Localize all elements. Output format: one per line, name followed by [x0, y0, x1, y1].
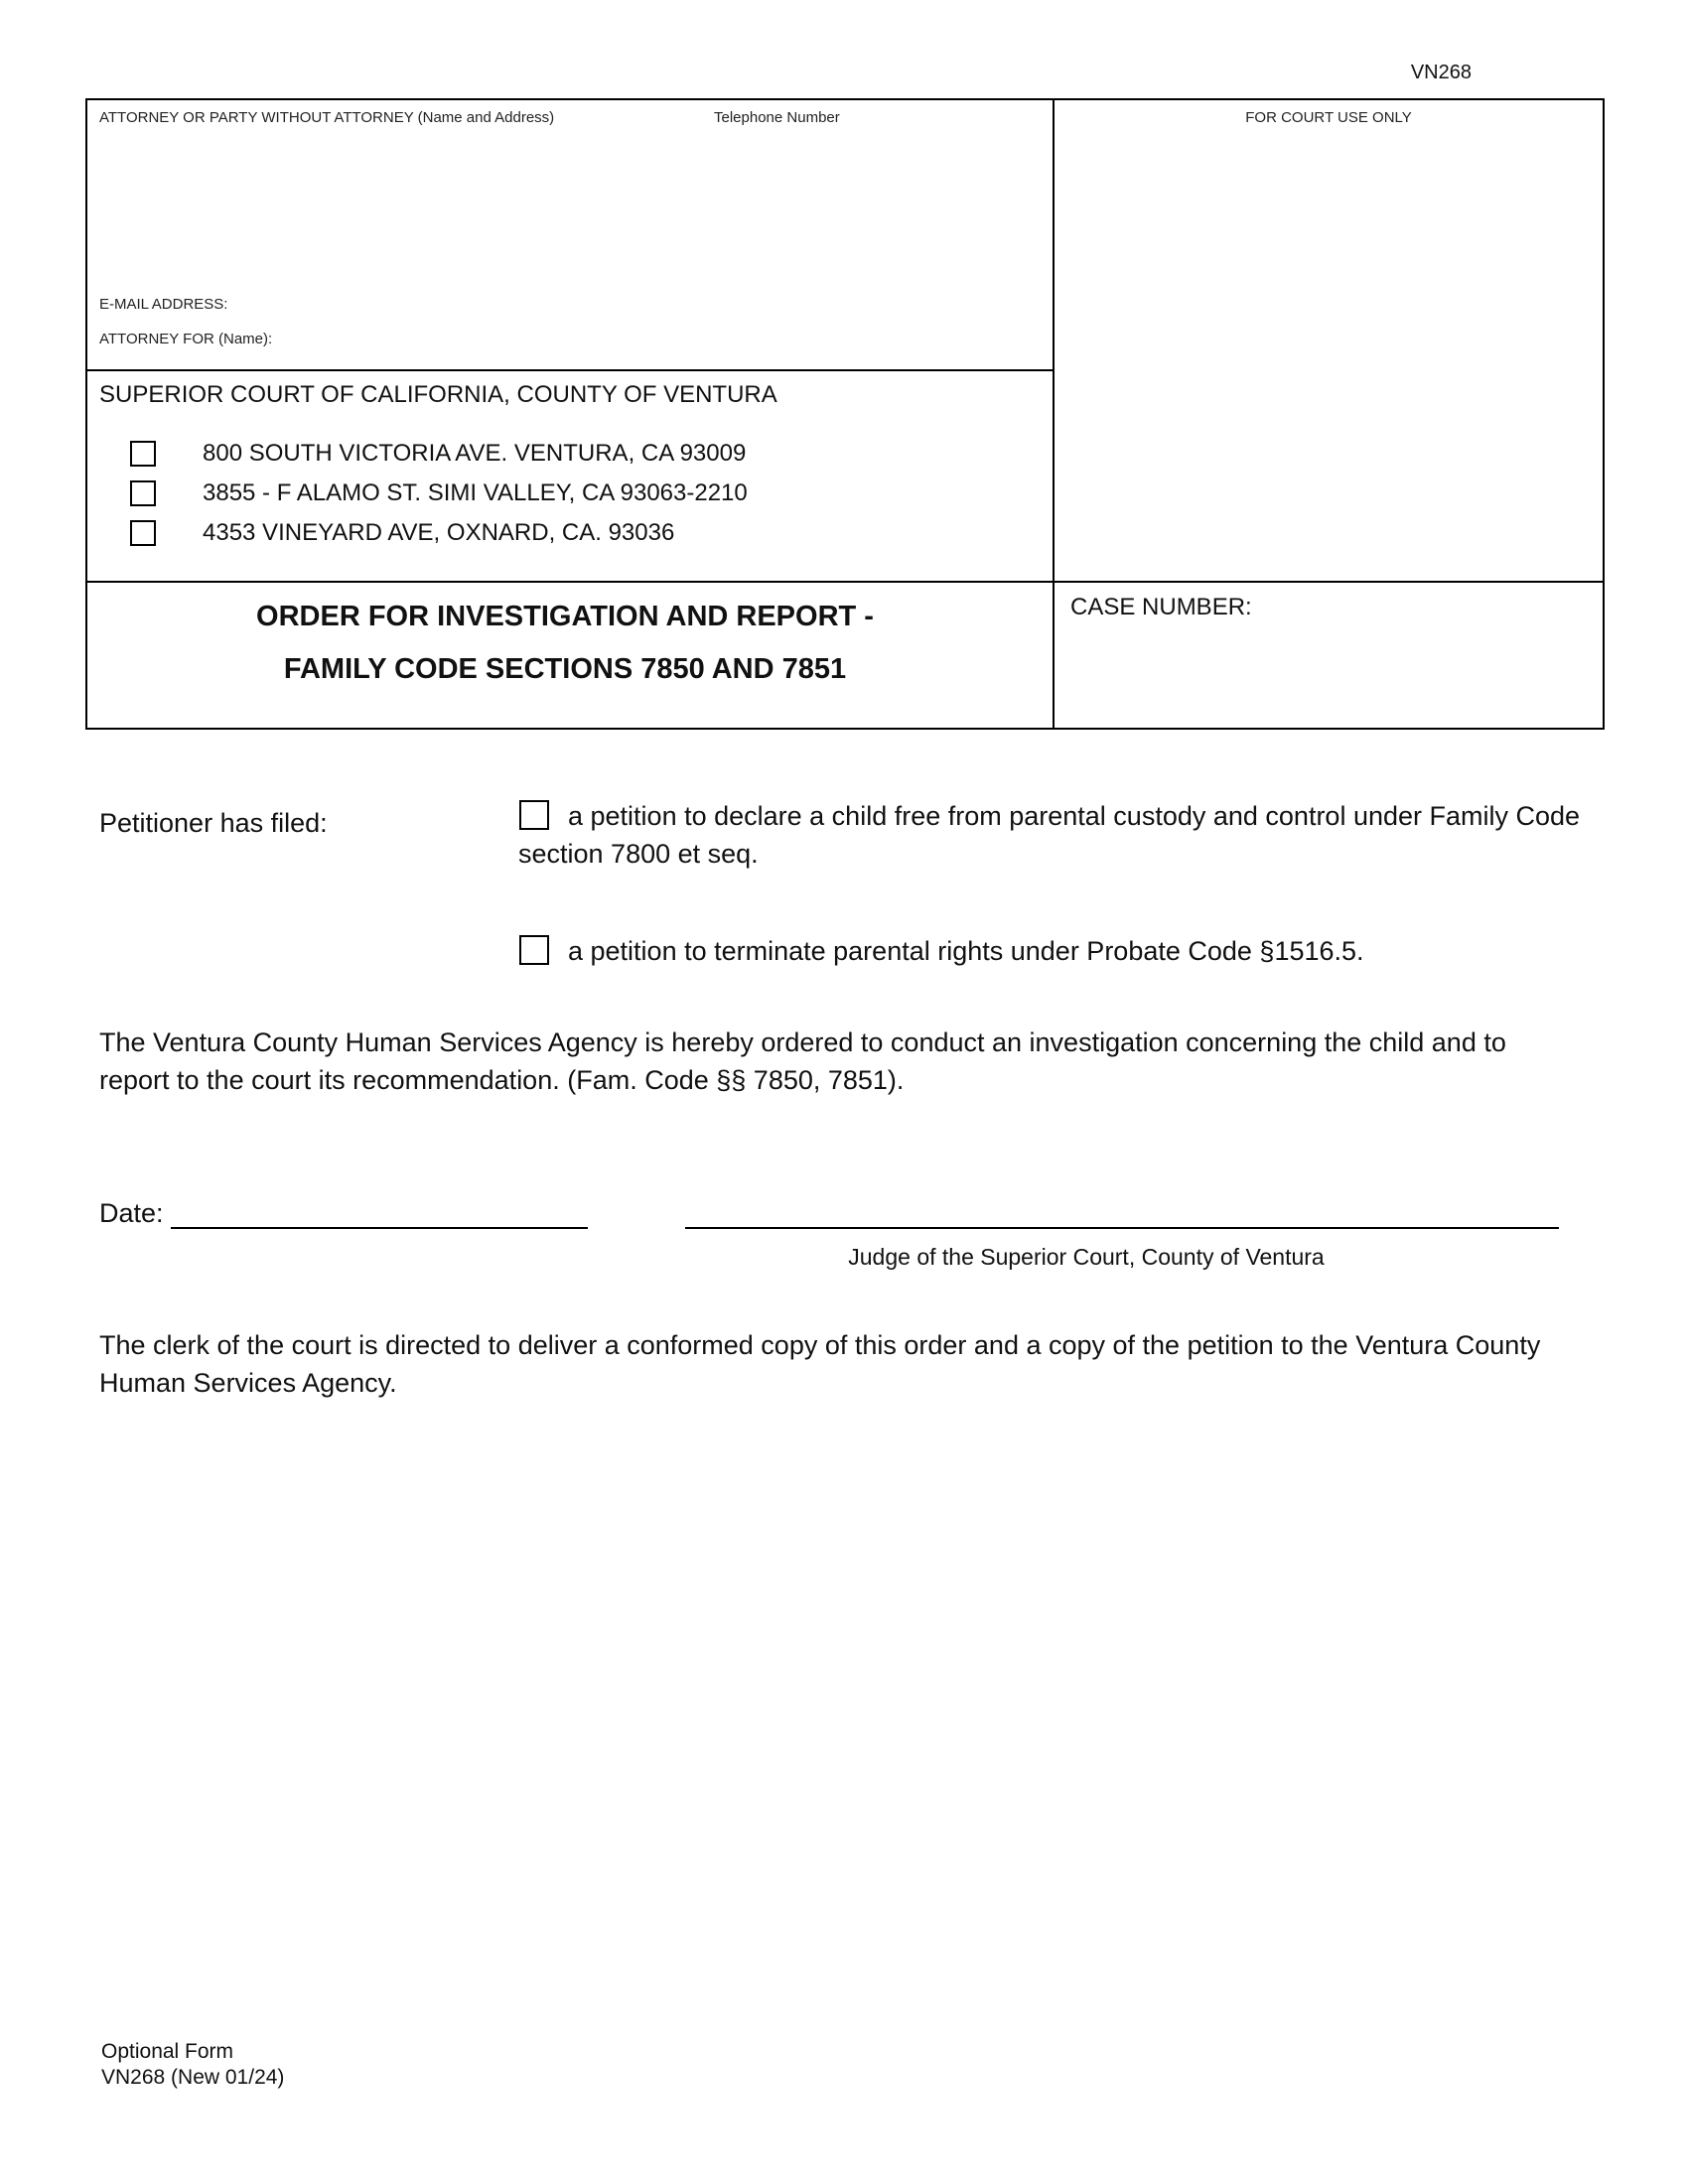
attorney-section-divider: [85, 369, 1054, 371]
case-number-field[interactable]: [1070, 635, 1587, 715]
attorney-label: ATTORNEY OR PARTY WITHOUT ATTORNEY (Name and Address): [99, 109, 555, 126]
location-address-ventura: 800 SOUTH VICTORIA AVE. VENTURA, CA 93009: [203, 440, 747, 467]
judge-signature-label: Judge of the Superior Court, County of Ventura: [848, 1244, 1325, 1270]
clerk-paragraph-line1: The clerk of the court is directed to deliver a conformed copy of this order and a copy of the petition to the Ventura County: [99, 1330, 1541, 1360]
petition-terminate-rights-checkbox[interactable]: [519, 935, 549, 965]
petition-terminate-rights-text: a petition to terminate parental rights under Probate Code §1516.5.: [568, 936, 1364, 966]
court-name: SUPERIOR COURT OF CALIFORNIA, COUNTY OF VENTURA: [99, 381, 777, 408]
header-border-bottom: [85, 728, 1605, 730]
form-title-line1: ORDER FOR INVESTIGATION AND REPORT -: [256, 601, 874, 632]
petition-free-custody-checkbox[interactable]: [519, 800, 549, 830]
telephone-label: Telephone Number: [714, 109, 840, 126]
location-checkbox-oxnard[interactable]: [130, 520, 156, 546]
location-checkbox-ventura[interactable]: [130, 441, 156, 467]
footer-form-version: VN268 (New 01/24): [101, 2066, 285, 2089]
header-border-left: [85, 98, 87, 730]
case-number-label: CASE NUMBER:: [1070, 594, 1252, 620]
court-use-label: FOR COURT USE ONLY: [1245, 109, 1412, 126]
header-border-top: [85, 98, 1605, 100]
date-field-line[interactable]: [171, 1227, 588, 1229]
location-address-simi-valley: 3855 - F ALAMO ST. SIMI VALLEY, CA 93063-2210: [203, 479, 748, 506]
header-border-right: [1603, 98, 1605, 730]
form-id: VN268: [1410, 62, 1472, 83]
petition-free-custody-text-line1: a petition to declare a child free from parental custody and control under Family Code: [568, 801, 1581, 831]
date-label: Date:: [99, 1198, 164, 1228]
footer-optional-form: Optional Form: [101, 2040, 234, 2063]
location-address-oxnard: 4353 VINEYARD AVE, OXNARD, CA. 93036: [203, 519, 675, 546]
clerk-paragraph-line2: Human Services Agency.: [99, 1368, 397, 1398]
judge-signature-line[interactable]: [685, 1227, 1559, 1229]
title-section-divider: [85, 581, 1605, 583]
attorney-for-label: ATTORNEY FOR (Name):: [99, 331, 273, 347]
order-paragraph-line1: The Ventura County Human Services Agency is hereby ordered to conduct an investigation concerning the child and to: [99, 1027, 1506, 1057]
header-column-divider: [1053, 98, 1055, 730]
order-paragraph-line2: report to the court its recommendation. (Fam. Code §§ 7850, 7851).: [99, 1065, 905, 1095]
petition-free-custody-text-line2: section 7800 et seq.: [518, 839, 759, 869]
form-title-line2: FAMILY CODE SECTIONS 7850 AND 7851: [283, 653, 847, 685]
email-label: E-MAIL ADDRESS:: [99, 296, 228, 313]
petitioner-label: Petitioner has filed:: [99, 808, 328, 838]
location-checkbox-simi-valley[interactable]: [130, 480, 156, 506]
